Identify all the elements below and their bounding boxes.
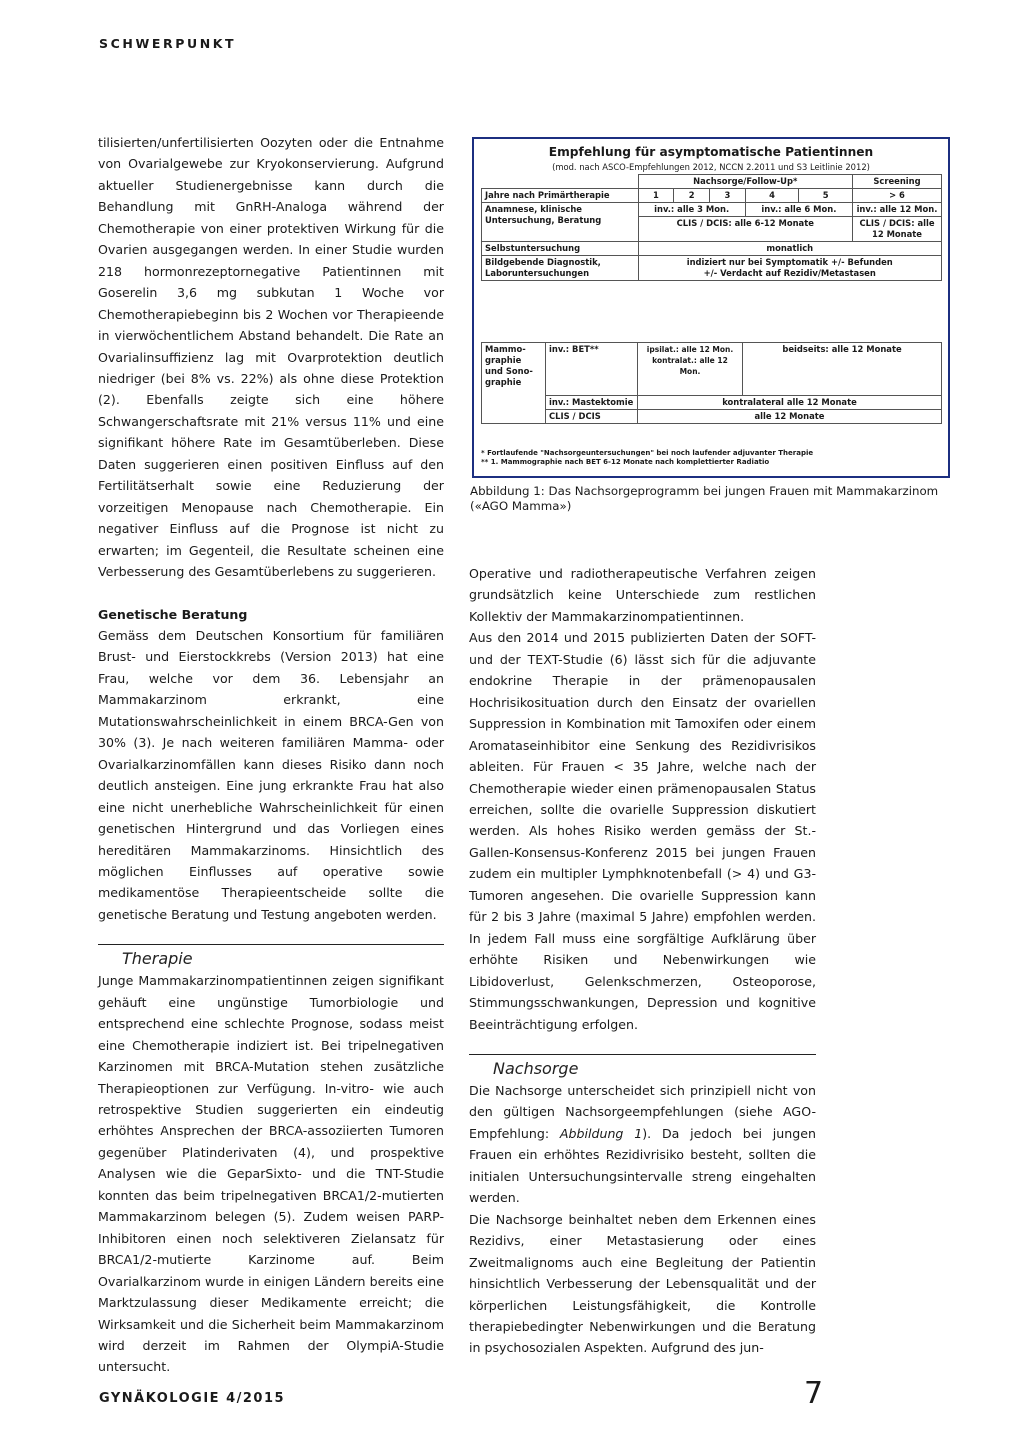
table-cell: CLIS / DCIS: alle 12 Monate bbox=[853, 217, 942, 242]
subheading-genetische-beratung: Genetische Beratung bbox=[98, 606, 248, 622]
table-cell: ipsilat.: alle 12 Mon. kontralat.: alle 12 Mon. bbox=[638, 343, 743, 396]
table-cell: alle 12 Monate bbox=[638, 410, 942, 424]
table-cell: 3 bbox=[710, 189, 746, 203]
figure-footnotes bbox=[481, 449, 813, 467]
table-cell: inv.: alle 6 Mon. bbox=[745, 203, 852, 217]
row-label: Bildgebende Diagnostik, Laboruntersuchungen bbox=[482, 256, 639, 281]
figure-subtitle: (mod. nach ASCO-Empfehlungen 2012, NCCN 2.2011 und S3 Leitlinie 2012) bbox=[552, 162, 870, 172]
table-cell: CLIS / DCIS: alle 6-12 Monate bbox=[638, 217, 853, 242]
section-heading-nachsorge: Nachsorge bbox=[469, 1054, 816, 1080]
figure-title: Empfehlung für asymptomatische Patientinnen bbox=[548, 145, 874, 159]
text-run: Die Nachsorge unterscheidet sich prinzipiell nicht von den gültigen Nachsorgeempfehlungen (siehe AGO-Empfehlung: bbox=[469, 1082, 816, 1141]
row-label: Anamnese, klinische Untersuchung, Beratung bbox=[482, 203, 639, 242]
figure-caption: Abbildung 1: Das Nachsorgeprogramm bei jungen Frauen mit Mammakarzinom («AGO Mamma») bbox=[470, 484, 939, 513]
table-header: Screening bbox=[853, 175, 942, 189]
table-cell: 5 bbox=[799, 189, 853, 203]
right-column bbox=[469, 563, 816, 1359]
paragraph: Die Nachsorge beinhaltet neben dem Erkennen eines Rezidivs, einer Metastasierung oder eines Zweitmalignoms auch eine Begleitung der Patientin hinsichtlich Verbesserung der Lebensqualität und der körperlichen Leistungsfähigkeit, die Kontrolle therapiebedingter Nebenwirkungen und die Beratung in psychosozialen Aspekten. Aufgrund des jun- bbox=[469, 1211, 816, 1356]
cell-line: +/- Verdacht auf Rezidiv/Metastasen bbox=[703, 268, 876, 278]
table-cell: monatlich bbox=[638, 242, 942, 256]
table-cell: 2 bbox=[674, 189, 710, 203]
table-cell: CLIS / DCIS bbox=[546, 410, 638, 424]
table-cell: 4 bbox=[745, 189, 799, 203]
table-cell: kontralateral alle 12 Monate bbox=[638, 396, 942, 410]
paragraph: Aus den 2014 und 2015 publizierten Daten der SOFT- und der TEXT-Studie (6) lässt sich für die adjuvante endokrine Therapie in der prämenopausalen Hochrisikosituation durch den Einsatz der ovariellen Suppression in Kombination mit Tamoxifen oder einem Aromataseinhibitor eine Senkung des Rezidivrisikos ableiten. Für Frauen < 35 Jahre, welche nach der Chemotherapie wieder einen prämenopausalen Status erreichen, sollte die ovarielle Suppression diskutiert werden. Als hohes Risiko werden gemäss der St.-Gallen-Konsensus-Konferenz 2015 bei jungen Frauen zudem ein multipler Lymphknotenbefall (> 4) und G3-Tumoren angesehen. Die ovarielle Suppression kann für 2 bis 3 Jahre (maximal 5 Jahre) empfohlen werden. In jedem Fall muss eine sorgfältige Aufklärung über erhöhte Risiken und Nebenwirkungen wie Libidoverlust, Gelenkschmerzen, Osteoporose, Stimmungsschwankungen, Depression und kognitive Beeinträchtigung erfolgen. bbox=[469, 630, 816, 1032]
left-column bbox=[98, 132, 444, 1378]
follow-up-table bbox=[481, 174, 942, 281]
table-cell: inv.: alle 12 Mon. bbox=[853, 203, 942, 217]
table-cell: beidseits: alle 12 Monate bbox=[743, 343, 942, 396]
row-label: Jahre nach Primärtherapie bbox=[482, 189, 639, 203]
paragraph: Operative und radiotherapeutische Verfahren zeigen grundsätzlich keine Unterschiede zum restlichen Kollektiv der Mammakarzinompatientinnen. bbox=[469, 566, 816, 624]
footnote: * Fortlaufende "Nachsorgeuntersuchungen" bei noch laufender adjuvanter Therapie bbox=[481, 449, 814, 457]
row-label: Mammo-graphie und Sono-graphie bbox=[482, 343, 546, 424]
paragraph bbox=[469, 1080, 816, 1209]
footer-journal: GYNÄKOLOGIE 4/2015 bbox=[99, 1391, 286, 1406]
table-cell: inv.: BET** bbox=[546, 343, 638, 396]
table-cell: inv.: Mastektomie bbox=[546, 396, 638, 410]
figure-follow-up-table bbox=[472, 137, 950, 478]
table-cell bbox=[638, 256, 942, 281]
paragraph: Junge Mammakarzinompatientinnen zeigen signifikant gehäuft eine ungünstige Tumorbiologie und entsprechend eine schlechte Prognose, sodass meist eine Chemotherapie indiziert ist. Bei tripelnegativen Karzinomen mit BRCA-Mutation stehen zusätzliche Therapieoptionen zur Verfügung. In-vitro- wie auch retrospektive Studien suggerierten ein eindeutig erhöhtes Ansprechen der BRCA-assoziierten Tumoren gegenüber Platinderivaten (4), und prospektive Analysen wie die GeparSixto- und die TNT-Studie konnten das beim tripelnegativen BRCA1/2-mutierten Mammakarzinom belegen (5). Zudem weisen PARP-Inhibitoren einen noch selektiveren Zielansatz für BRCA1/2-mutierte Karzinome auf. Beim Ovarialkarzinom wurde in einigen Ländern bereits eine Marktzulassung dieser Medikamente erreicht; die Wirksamkeit und die Sicherheit beim Mammakarzinom wird derzeit im Rahmen der OlympiA-Studie untersucht. bbox=[98, 973, 444, 1375]
text-run: ). Da jedoch bei jungen Frauen ein erhöhtes Rezidivrisiko besteht, sollten die initialen Untersuchungsintervalle streng eingehalten werden. bbox=[469, 1125, 816, 1206]
running-header: SCHWERPUNKT bbox=[99, 36, 237, 51]
table-cell: inv.: alle 3 Mon. bbox=[638, 203, 745, 217]
footnote: ** 1. Mammographie nach BET 6-12 Monate nach komplettierter Radiatio bbox=[481, 458, 770, 466]
paragraph: Gemäss dem Deutschen Konsortium für familiären Brust- und Eierstockkrebs (Version 2013) hat eine Frau, welche vor dem 36. Lebensjahr an Mammakarzinom erkrankt, eine Mutationswahrscheinlichkeit in einem BRCA-Gen von 30% (3). Je nach weiteren familiären Mamma- oder Ovarialkarzinomfällen kann dieses Risiko dann noch deutlich ansteigen. Eine jung erkrankte Frau hat also eine nicht unerhebliche Wahrscheinlichkeit für einen genetischen Hintergrund und das Vorliegen eines hereditären Mammakarzinoms. Hinsichtlich des möglichen Einflusses auf operative sowie medikamentöse Therapieentscheide sollte die genetische Beratung und Testung angeboten werden. bbox=[98, 627, 444, 922]
paragraph: tilisierten/unfertilisierten Oozyten oder die Entnahme von Ovarialgewebe zur Kryokonservierung. Aufgrund aktueller Studienergebnisse kann durch die Behandlung mit GnRH-Analoga während der Chemotherapie von einer protektiven Wirkung für die Ovarien ausgegangen werden. In einer Studie wurden 218 hormonrezeptornegative Patientinnen mit Goserelin 3,6 mg subkutan 1 Woche vor Chemotherapiebeginn bis 2 Wochen vor Therapieende in vierwöchentlichem Abstand behandelt. Die Rate an Ovarialinsuffizienz lag mit Ovarprotektion deutlich niedriger (bei 8% vs. 22%) als ohne diese Protektion (2). Ebenfalls zeigte sich eine höhere Schwangerschaftsrate mit 21% versus 11% und eine signifikant höhere Rate im Gesamtüberleben. Diese Daten suggerieren einen positiven Einfluss auf den Fertilitätserhalt sowie eine Reduzierung der vorzeitigen Menopause nach Chemotherapie. Ein negativer Einfluss auf die Prognose ist nicht zu erwarten; im Gegenteil, die Resultate scheinen eine Verbesserung des Gesamtüberlebens zu suggerieren. bbox=[98, 135, 444, 580]
figure-reference: Abbildung 1 bbox=[559, 1125, 643, 1141]
table-cell: > 6 bbox=[853, 189, 942, 203]
follow-up-table-mammography bbox=[481, 342, 942, 424]
row-label: Selbstuntersuchung bbox=[482, 242, 639, 256]
page-number: 7 bbox=[804, 1376, 824, 1411]
table-cell: 1 bbox=[638, 189, 674, 203]
table-header: Nachsorge/Follow-Up* bbox=[638, 175, 853, 189]
cell-line: indiziert nur bei Symptomatik +/- Befunden bbox=[686, 257, 893, 267]
section-heading-therapie: Therapie bbox=[98, 944, 444, 970]
